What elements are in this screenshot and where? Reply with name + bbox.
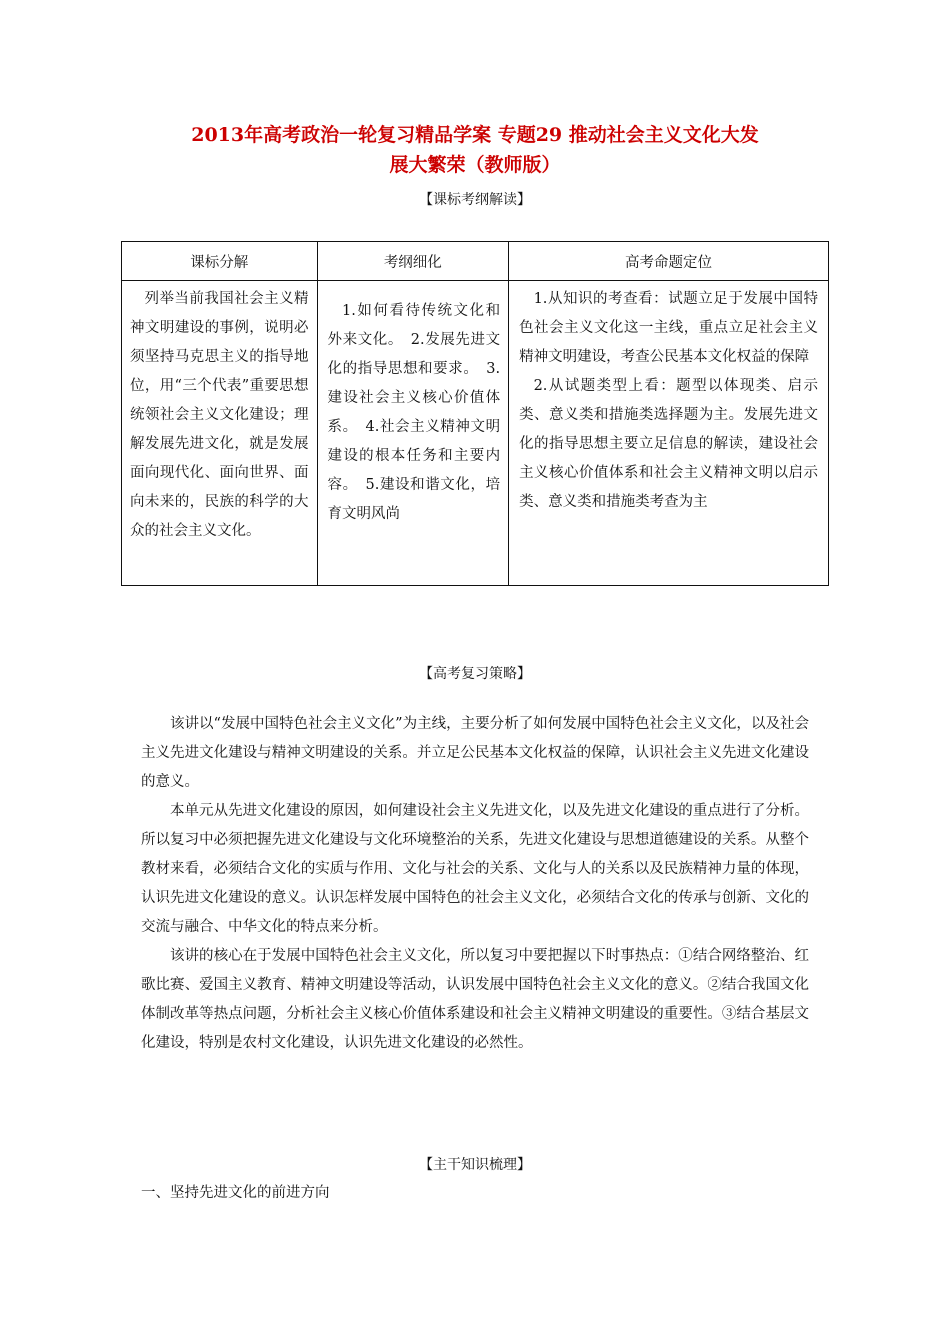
table-header-cell: 考纲细化 bbox=[317, 242, 509, 281]
strategy-body bbox=[141, 710, 809, 1058]
section-heading-knowledge: 【主干知识梳理】 bbox=[419, 1157, 531, 1173]
exam-positioning-paragraph: 2.从试题类型上看：题型以体现类、启示类、意义类和措施类选择题为主。发展先进文化的指导思想主要立足信息的解读，建设社会主义核心价值体系和社会主义精神文明以启示类、意义类和措施类考查为主 bbox=[519, 378, 818, 510]
title-line-1: 2013年高考政治一轮复习精品学案 专题29 推动社会主义文化大发 bbox=[191, 124, 759, 146]
section-heading-curriculum: 【课标考纲解读】 bbox=[419, 192, 531, 208]
curriculum-breakdown-text: 列举当前我国社会主义精神文明建设的事例，说明必须坚持马克思主义的指导地位，用“三个代表”重要思想统领社会主义文化建设；理解发展先进文化，就是发展面向现代化、面向世界、面向未来的，民族的科学的大众的社会主义文化。 bbox=[130, 291, 309, 539]
exam-positioning-paragraph: 1.从知识的考查看：试题立足于发展中国特色社会主义文化这一主线，重点立足社会主义精神文明建设，考查公民基本文化权益的保障 bbox=[519, 291, 818, 365]
body-paragraph: 本单元从先进文化建设的原因，如何建设社会主义先进文化，以及先进文化建设的重点进行了分析。所以复习中必须把握先进文化建设与文化环境整治的关系，先进文化建设与思想道德建设的关系。从整个教材来看，必须结合文化的实质与作用、文化与社会的关系、文化与人的关系以及民族精神力量的体现，认识先进文化建设的意义。认识怎样发展中国特色的社会主义文化，必须结合文化的传承与创新、文化的交流与融合、中华文化的特点来分析。 bbox=[141, 803, 809, 935]
body-paragraph: 该讲的核心在于发展中国特色社会主义文化，所以复习中要把握以下时事热点：①结合网络整治、红歌比赛、爱国主义教育、精神文明建设等活动，认识发展中国特色社会主义文化的意义。②结合我国文化体制改革等热点问题，分析社会主义核心价值体系建设和社会主义精神文明建设的重要性。③结合基层文化建设，特别是农村文化建设，认识先进文化建设的必然性。 bbox=[141, 948, 809, 1051]
table-header-row bbox=[122, 242, 829, 281]
body-paragraph: 该讲以“发展中国特色社会主义文化”为主线，主要分析了如何发展中国特色社会主义文化，以及社会主义先进文化建设与精神文明建设的关系。并立足公民基本文化权益的保障，认识社会主义先进文化建设的意义。 bbox=[141, 716, 809, 790]
syllabus-detail-text: 1.如何看待传统文化和外来文化。 2.发展先进文化的指导思想和要求。 3.建设社会主义核心价值体系。 4.社会主义精神文明建设的根本任务和主要内容。 5.建设和谐文化，培育文明风尚 bbox=[327, 303, 501, 522]
table-cell bbox=[122, 281, 318, 586]
table-row bbox=[122, 281, 829, 586]
subsection-heading: 一、坚持先进文化的前进方向 bbox=[141, 1185, 330, 1201]
table-cell bbox=[509, 281, 829, 586]
table-header-cell: 高考命题定位 bbox=[509, 242, 829, 281]
section-heading-strategy: 【高考复习策略】 bbox=[419, 666, 531, 682]
table-header-cell: 课标分解 bbox=[122, 242, 318, 281]
curriculum-table bbox=[121, 241, 829, 586]
title-line-2: 展大繁荣（教师版） bbox=[389, 154, 561, 176]
table-cell bbox=[317, 281, 509, 586]
document-title bbox=[120, 120, 830, 180]
exam-positioning-text bbox=[509, 281, 828, 517]
